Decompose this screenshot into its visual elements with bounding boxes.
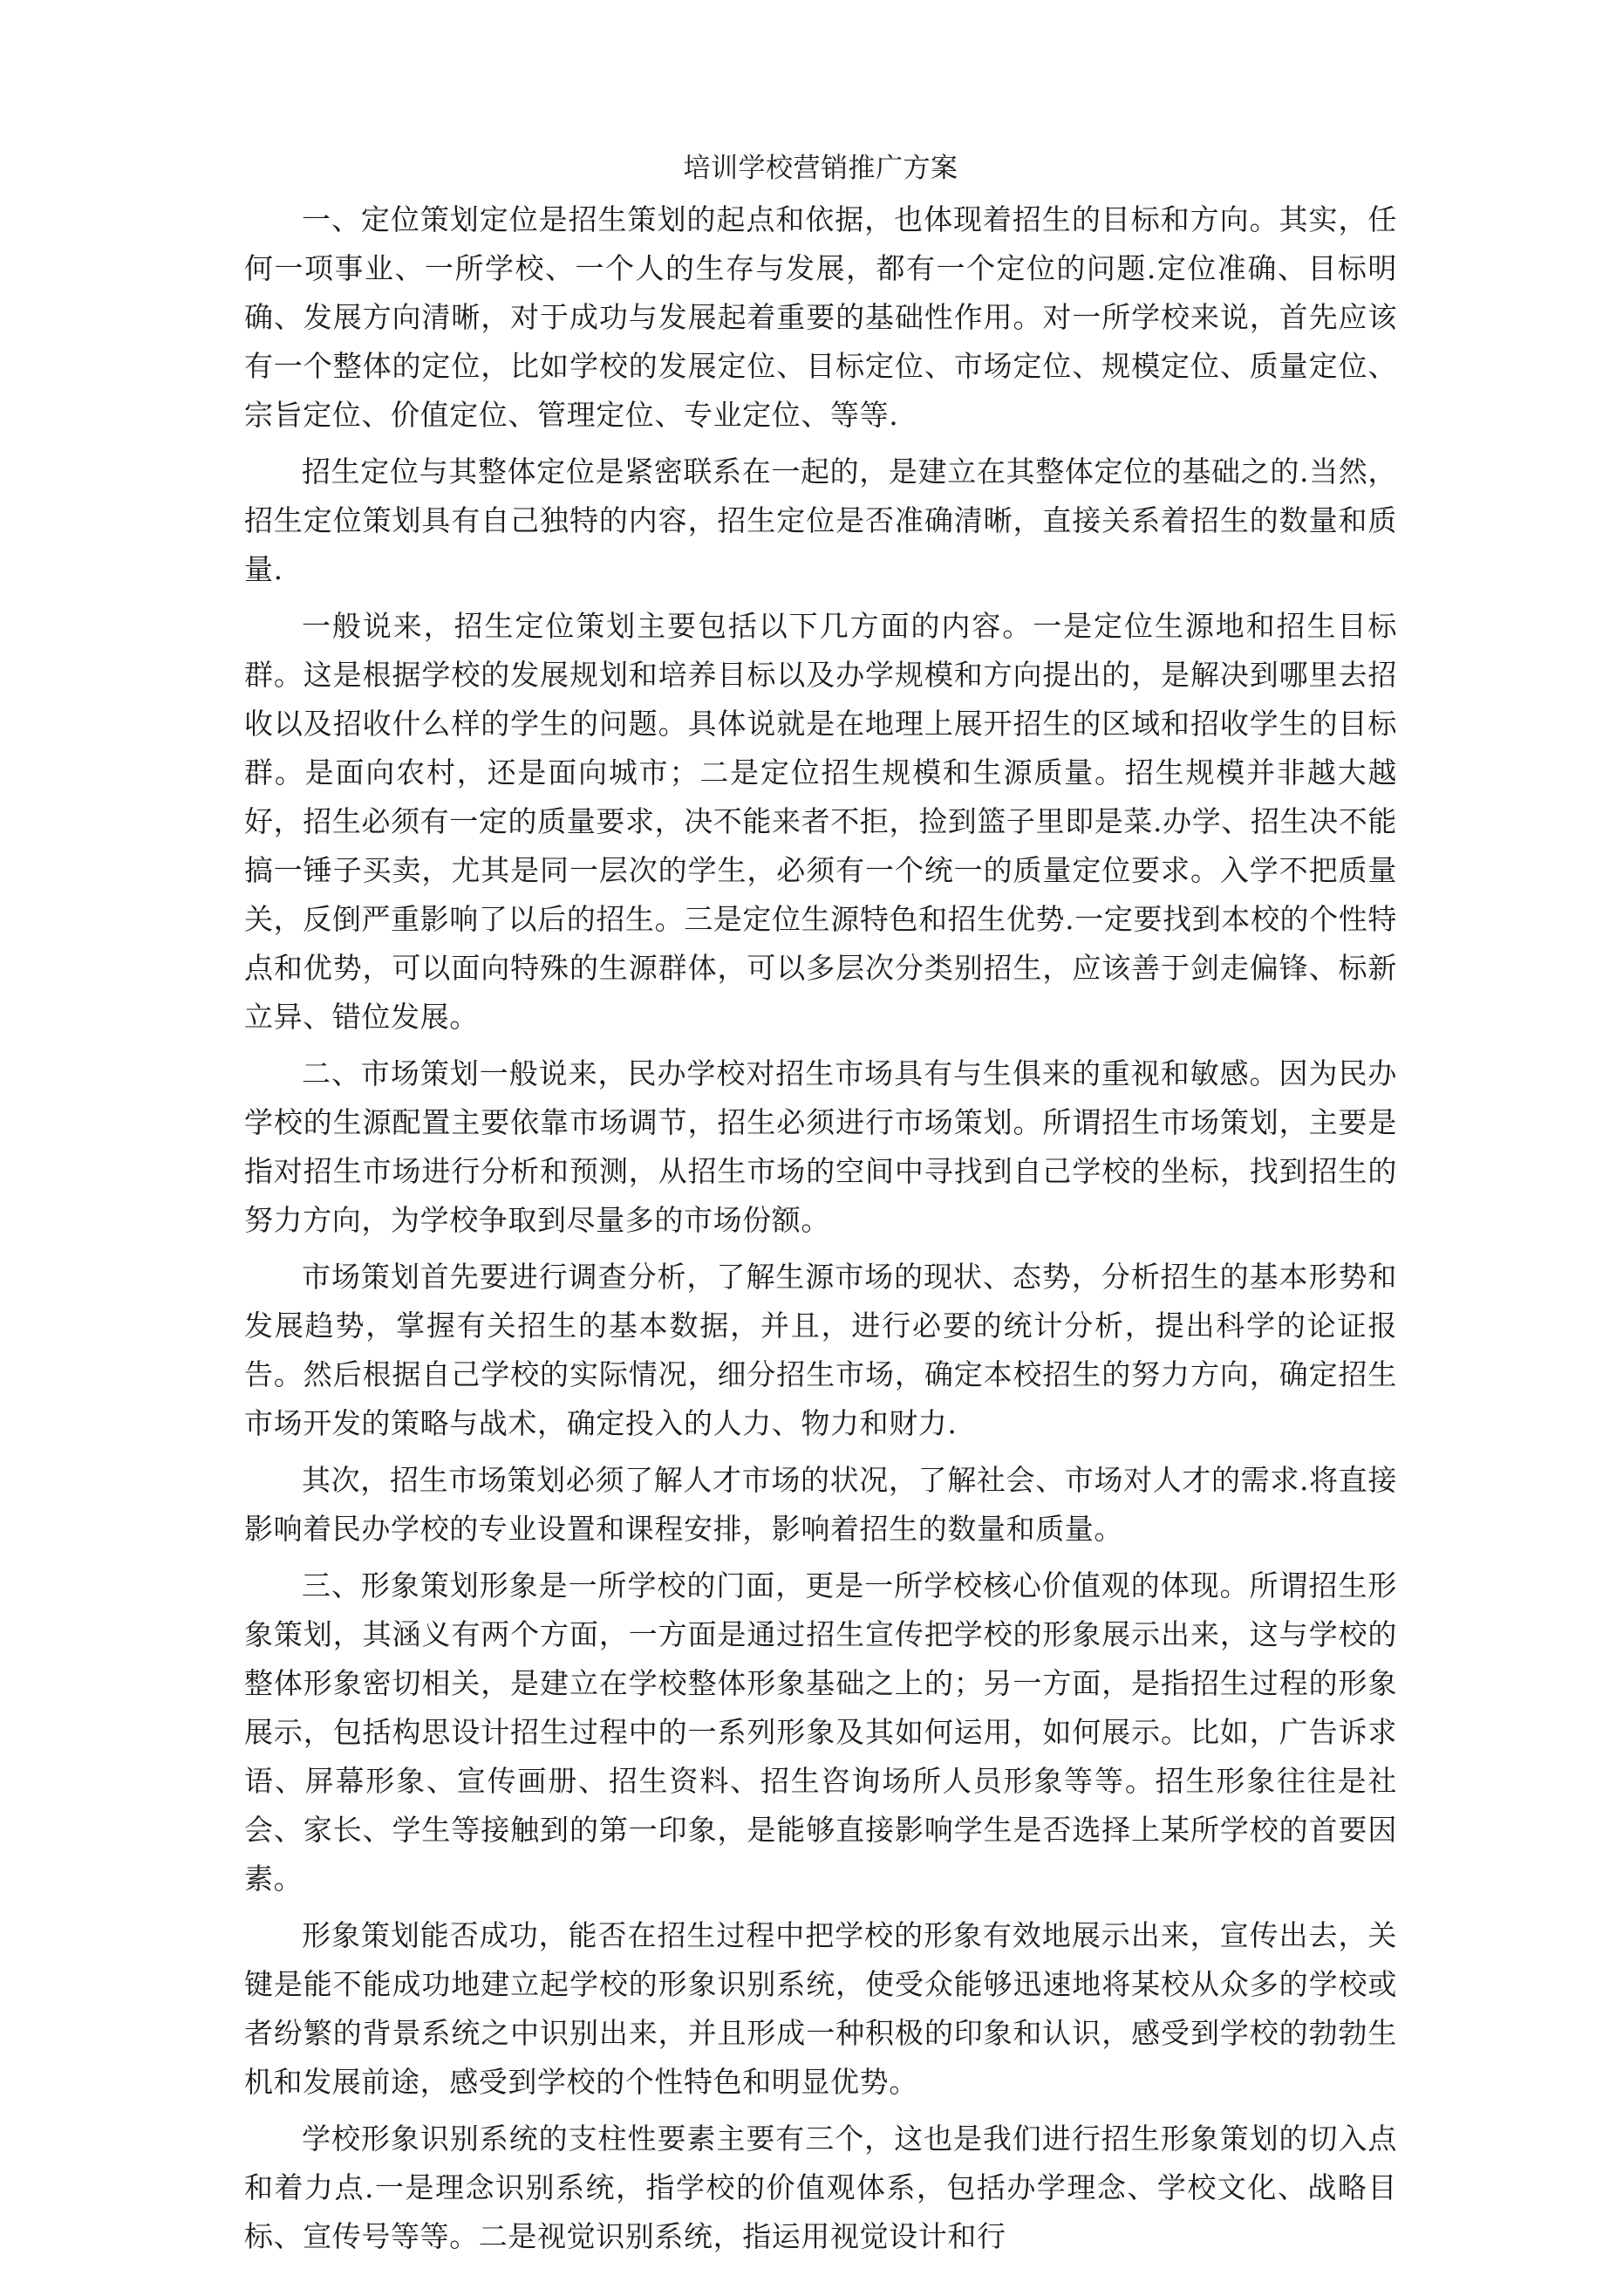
paragraph-positioning-planning: 一、定位策划定位是招生策划的起点和依据，也体现着招生的目标和方向。其实，任何一项事业、一所学校、一个人的生存与发展，都有一个定位的问题.定位准确、目标明确、发展方向清晰，对于成功与发展起着重要的基础性作用。对一所学校来说，首先应该有一个整体的定位，比如学校的发展定位、目标定位、市场定位、规模定位、质量定位、宗旨定位、价值定位、管理定位、专业定位、等等.	[244, 202, 1397, 432]
paragraph-talent-market: 其次，招生市场策划必须了解人才市场的状况，了解社会、市场对人才的需求.将直接影响着民办学校的专业设置和课程安排，影响着招生的数量和质量。	[244, 1463, 1397, 1546]
document-title: 培训学校营销推广方案	[683, 153, 958, 184]
paragraph-image-planning: 三、形象策划形象是一所学校的门面，更是一所学校核心价值观的体现。所谓招生形象策划，其涵义有两个方面，一方面是通过招生宣传把学校的形象展示出来，这与学校的整体形象密切相关，是建立在学校整体形象基础之上的；另一方面，是指招生过程的形象展示，包括构思设计招生过程中的一系列形象及其如何运用，如何展示。比如，广告诉求语、屏幕形象、宣传画册、招生资料、招生咨询场所人员形象等等。招生形象往往是社会、家长、学生等接触到的第一印象，是能够直接影响学生是否选择上某所学校的首要因素。	[244, 1568, 1397, 1896]
document-page	[244, 141, 1397, 2270]
paragraph-image-identity: 形象策划能否成功，能否在招生过程中把学校的形象有效地展示出来，宣传出去，关键是能不能成功地建立起学校的形象识别系统，使受众能够迅速地将某校从众多的学校或者纷繁的背景系统之中识别出来，并且形成一种积极的印象和认识，感受到学校的勃勃生机和发展前途，感受到学校的个性特色和明显优势。	[244, 1918, 1397, 2099]
paragraph-positioning-contents: 一般说来，招生定位策划主要包括以下几方面的内容。一是定位生源地和招生目标群。这是根据学校的发展规划和培养目标以及办学规模和方向提出的，是解决到哪里去招收以及招收什么样的学生的问题。具体说就是在地理上展开招生的区域和招收学生的目标群。是面向农村，还是面向城市；二是定位招生规模和生源质量。招生规模并非越大越好，招生必须有一定的质量要求，决不能来者不拒，捡到篮子里即是菜.办学、招生决不能搞一锤子买卖，尤其是同一层次的学生，必须有一个统一的质量定位要求。入学不把质量关，反倒严重影响了以后的招生。三是定位生源特色和招生优势.一定要找到本校的个性特点和优势，可以面向特殊的生源群体，可以多层次分类别招生，应该善于剑走偏锋、标新立异、错位发展。	[244, 609, 1397, 1034]
paragraph-market-research: 市场策划首先要进行调查分析，了解生源市场的现状、态势，分析招生的基本形势和发展趋势，掌握有关招生的基本数据，并且，进行必要的统计分析，提出科学的论证报告。然后根据自己学校的实际情况，细分招生市场，确定本校招生的努力方向，确定招生市场开发的策略与战术，确定投入的人力、物力和财力.	[244, 1260, 1397, 1440]
paragraph-market-planning: 二、市场策划一般说来，民办学校对招生市场具有与生俱来的重视和敏感。因为民办学校的生源配置主要依靠市场调节，招生必须进行市场策划。所谓招生市场策划，主要是指对招生市场进行分析和预测，从招生市场的空间中寻找到自己学校的坐标，找到招生的努力方向，为学校争取到尽量多的市场份额。	[244, 1056, 1397, 1237]
paragraph-enrollment-positioning: 招生定位与其整体定位是紧密联系在一起的，是建立在其整体定位的基础之的.当然，招生定位策划具有自己独特的内容，招生定位是否准确清晰，直接关系着招生的数量和质量.	[244, 454, 1397, 586]
paragraph-identity-elements: 学校形象识别系统的支柱性要素主要有三个，这也是我们进行招生形象策划的切入点和着力点.一是理念识别系统，指学校的价值观体系，包括办学理念、学校文化、战略目标、宣传号等等。二是视觉识别系统，指运用视觉设计和行	[244, 2122, 1397, 2253]
